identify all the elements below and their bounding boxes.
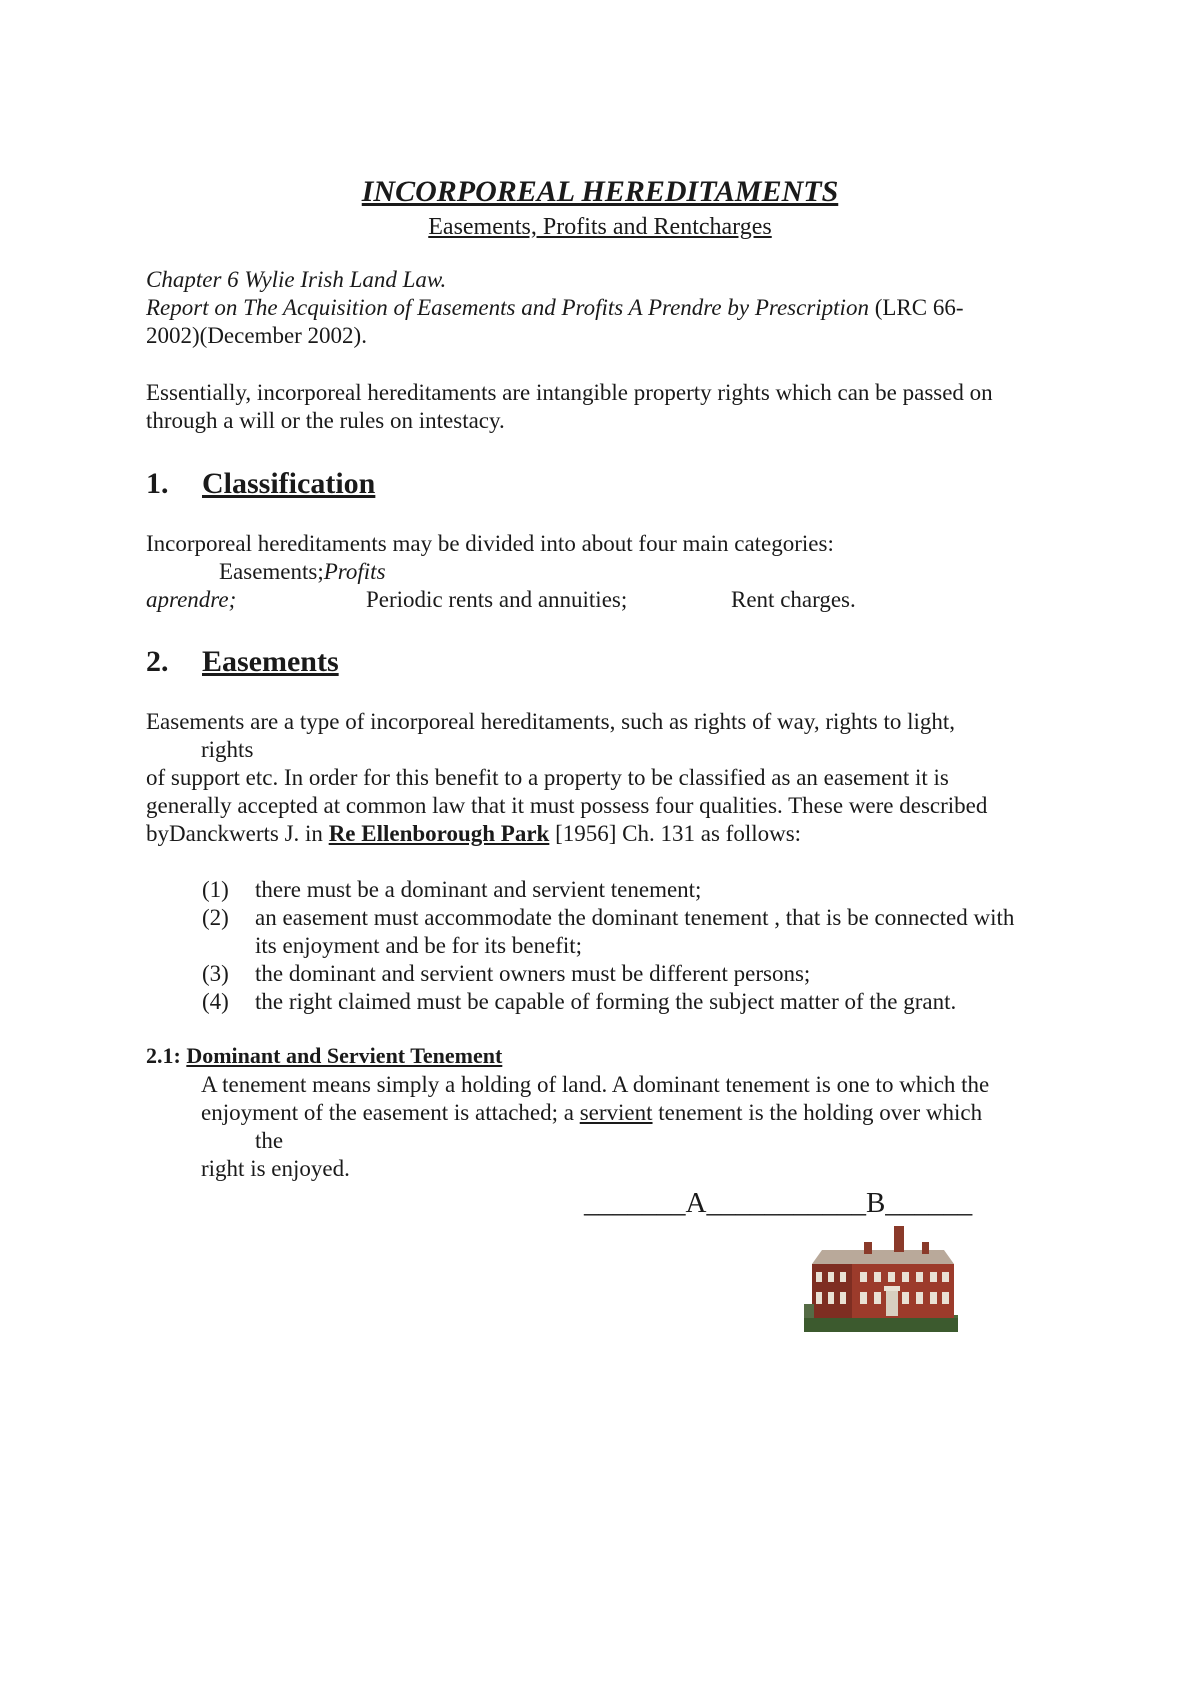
- intro-line-1: Essentially, incorporeal hereditaments are intangible property rights which can be passed on: [146, 380, 993, 405]
- category-periodic-rents: Periodic rents and annuities;: [366, 587, 628, 612]
- tenement-a-b-line: _______A___________B______: [584, 1187, 973, 1219]
- section-1-number: 1.: [146, 467, 169, 500]
- list-item-number: (3): [202, 961, 229, 986]
- section-2-title: Easements: [202, 645, 339, 678]
- intro-line-2: through a will or the rules on intestacy.: [146, 408, 505, 433]
- servient-word: servient: [579, 1100, 653, 1125]
- subsection-2-1-heading: [146, 1042, 502, 1070]
- case-name-re-ellenborough-park: Re Ellenborough Park: [328, 821, 550, 846]
- list-item-text-continued: its enjoyment and be for its benefit;: [255, 933, 583, 958]
- house-photo: [804, 1220, 958, 1332]
- list-item-text: an easement must accommodate the dominant tenement , that is be connected with: [255, 905, 1015, 930]
- category-line: [219, 558, 386, 586]
- list-item-text: the dominant and servient owners must be different persons;: [255, 961, 811, 986]
- list-item-text: the right claimed must be capable of forming the subject matter of the grant.: [255, 989, 957, 1014]
- tenement-line-2: [201, 1099, 982, 1127]
- list-item-number: (4): [202, 989, 229, 1014]
- tenement-line-2-start: enjoyment of the easement is attached; a: [201, 1100, 580, 1125]
- easements-para-citation: [1956] Ch. 131 as follows:: [549, 821, 802, 846]
- section-2-heading: [146, 644, 339, 680]
- document-title: INCORPOREAL HEREDITAMENTS: [361, 175, 839, 208]
- subsection-2-1-number: 2.1:: [146, 1043, 181, 1068]
- reference-report: [146, 294, 964, 322]
- reference-report-title: Report on The Acquisition of Easements and Profits A Prendre by Prescription: [146, 295, 869, 320]
- reference-chapter: Chapter 6 Wylie Irish Land Law.: [146, 267, 447, 292]
- list-item-text: there must be a dominant and servient tenement;: [255, 877, 702, 902]
- section-1-title: Classification: [202, 467, 376, 500]
- reference-date: 2002)(December 2002).: [146, 323, 367, 348]
- category-easements: Easements;: [219, 559, 324, 584]
- subsection-2-1-title: Dominant and Servient Tenement: [186, 1043, 503, 1068]
- reference-report-code: (LRC 66-: [868, 295, 964, 320]
- category-aprendre: aprendre;: [146, 587, 237, 612]
- category-rent-charges: Rent charges.: [731, 587, 856, 612]
- tenement-line-4: right is enjoyed.: [201, 1156, 350, 1181]
- easements-para-line-2: rights: [201, 737, 254, 762]
- easements-para-judge: byDanckwerts J. in: [146, 821, 329, 846]
- easements-para-line-1: Easements are a type of incorporeal hereditaments, such as rights of way, rights to light,: [146, 709, 956, 734]
- section-2-number: 2.: [146, 645, 169, 678]
- tenement-line-3: the: [255, 1128, 284, 1153]
- easements-para-line-3: of support etc. In order for this benefit to a property to be classified as an easement it is: [146, 765, 949, 790]
- document-subtitle: Easements, Profits and Rentcharges: [428, 214, 772, 240]
- list-item-number: (2): [202, 905, 229, 930]
- tenement-line-2-end: tenement is the holding over which: [652, 1100, 983, 1125]
- tenement-line-1: A tenement means simply a holding of land. A dominant tenement is one to which the: [201, 1072, 990, 1097]
- section-1-heading: [146, 466, 375, 502]
- classification-intro: Incorporeal hereditaments may be divided into about four main categories:: [146, 531, 834, 556]
- list-item-number: (1): [202, 877, 229, 902]
- easements-para-line-4: generally accepted at common law that it must possess four qualities. These were described: [146, 793, 988, 818]
- qualities-list: [202, 876, 1102, 1016]
- easements-para-line-5: [146, 820, 801, 848]
- category-profits: Profits: [323, 559, 386, 584]
